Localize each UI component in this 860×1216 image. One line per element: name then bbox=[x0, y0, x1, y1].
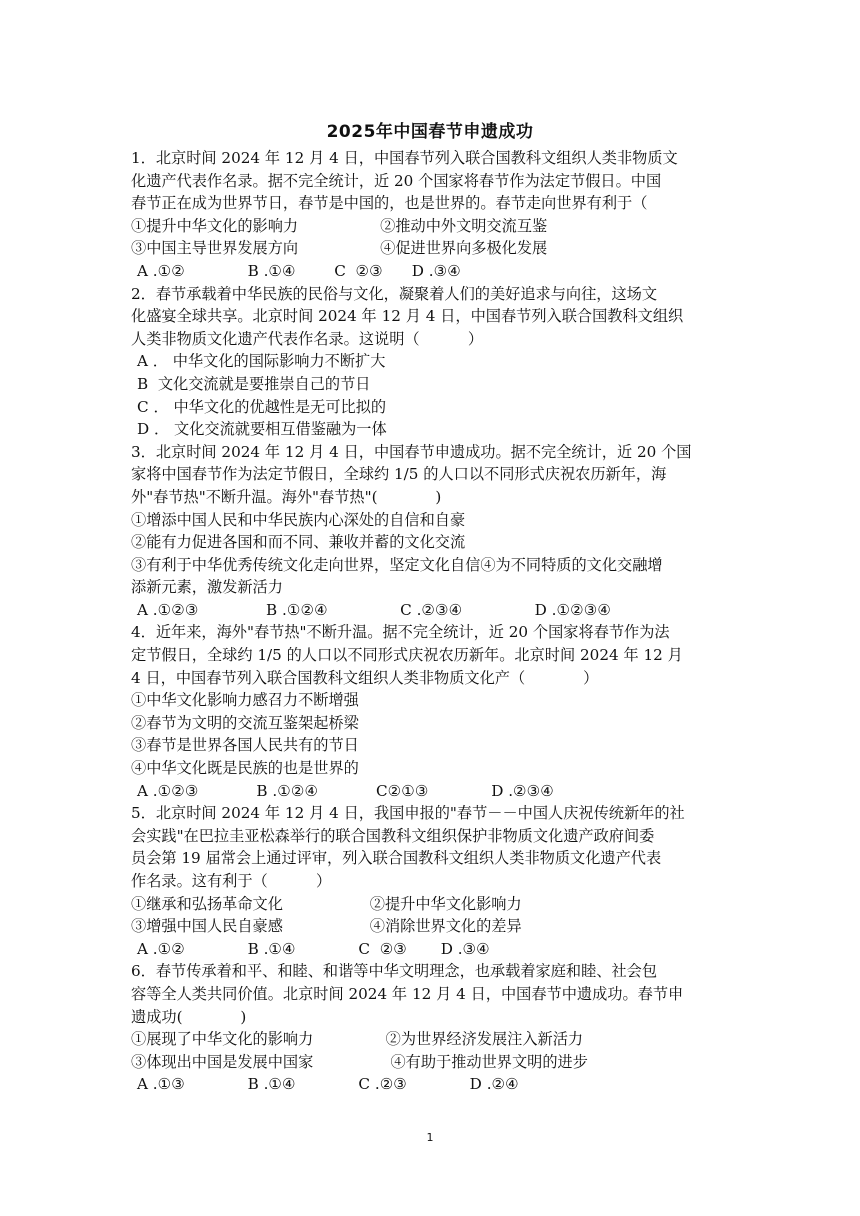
option-line: ①中华文化影响力感召力不断增强 bbox=[131, 691, 359, 710]
text-line: 春节正在成为世界节日，春节是中国的，也是世界的。春节走向世界有利于（ bbox=[131, 194, 648, 213]
text-line: 化遗产代表作名录。据不完全统计，近 20 个国家将春节作为法定节假日。中国 bbox=[131, 171, 662, 190]
text-line: 2．春节承载着中华民族的民俗与文化，凝聚着人们的美好追求与向往，这场文 bbox=[131, 284, 658, 303]
text-line: 6．春节传承着和平、和睦、和谐等中华文明理念，也承载着家庭和睦、社会包 bbox=[131, 962, 658, 981]
answer-choices: A .①③ B .①④ C .②③ D .②④ bbox=[137, 1075, 519, 1094]
page-number: 1 bbox=[426, 1131, 434, 1144]
text-line: 外"春节热"不断升温。海外"春节热"( ) bbox=[131, 487, 442, 506]
option-line: D ． 文化交流就要相互借鉴融为一体 bbox=[137, 420, 387, 439]
text-line: 遗成功( ) bbox=[131, 1007, 247, 1026]
option-line: ④中华文化既是民族的也是世界的 bbox=[131, 759, 359, 778]
text-line: 人类非物质文化遗产代表作名录。这说明（ ） bbox=[131, 329, 484, 348]
option-line: ③体现出中国是发展中国家 ④有助于推动世界文明的进步 bbox=[131, 1052, 588, 1071]
text-line: 家将中国春节作为法定节假日，全球约 1/5 的人口以不同形式庆祝农历新年，海 bbox=[131, 465, 667, 484]
answer-choices: A .①②③ B .①②④ C②①③ D .②③④ bbox=[137, 781, 554, 800]
option-line: ①增添中国人民和中华民族内心深处的自信和自豪 bbox=[131, 510, 466, 529]
text-line: 3．北京时间 2024 年 12 月 4 日，中国春节申遗成功。据不完全统计，近 20 个国 bbox=[131, 442, 692, 461]
option-line: ③春节是世界各国人民共有的节日 bbox=[131, 736, 359, 755]
option-line: B 文化交流就是要推崇自己的节日 bbox=[137, 374, 371, 393]
text-line: 化盛宴全球共享。北京时间 2024 年 12 月 4 日，中国春节列入联合国教科文组织 bbox=[131, 307, 684, 326]
text-line: 4 日，中国春节列入联合国教科文组织人类非物质文化产（ ） bbox=[131, 668, 599, 687]
option-line: 添新元素，激发新活力 bbox=[131, 578, 283, 597]
option-line: ①展现了中华文化的影响力 ②为世界经济发展注入新活力 bbox=[131, 1030, 584, 1049]
text-line: 定节假日，全球约 1/5 的人口以不同形式庆祝农历新年。北京时间 2024 年 12 月 bbox=[131, 646, 683, 665]
question-body bbox=[131, 147, 731, 1096]
text-line: 作名录。这有利于（ ） bbox=[131, 872, 332, 890]
text-line: 容等全人类共同价值。北京时间 2024 年 12 月 4 日，中国春节中遗成功。春节申 bbox=[131, 984, 684, 1003]
document-title: 2025年中国春节申遗成功 bbox=[326, 122, 534, 142]
answer-choices: A .①② B .①④ C ②③ D .③④ bbox=[137, 939, 490, 958]
option-line: ①提升中华文化的影响力 ②推动中外文明交流互鉴 bbox=[131, 216, 548, 235]
text-line: 5．北京时间 2024 年 12 月 4 日，我国申报的"春节－－中国人庆祝传统新年的社 bbox=[131, 804, 685, 823]
option-line: ③增强中国人民自豪感 ④消除世界文化的差异 bbox=[131, 917, 522, 936]
option-line: ②能有力促进各国和而不同、兼收并蓄的文化交流 bbox=[131, 533, 466, 552]
option-line: ③有利于中华优秀传统文化走向世界，坚定文化自信④为不同特质的文化交融增 bbox=[131, 555, 663, 574]
option-line: ①继承和弘扬革命文化 ②提升中华文化影响力 bbox=[131, 894, 522, 913]
answer-choices: A .①②③ B .①②④ C .②③④ D .①②③④ bbox=[137, 600, 611, 619]
text-line: 4．近年来，海外"春节热"不断升温。据不完全统计，近 20 个国家将春节作为法 bbox=[131, 623, 670, 642]
text-line: 员会第 19 届常会上通过评审，列入联合国教科文组织人类非物质文化遗产代表 bbox=[131, 849, 662, 868]
text-line: 会实践"在巴拉圭亚松森举行的联合国教科文组织保护非物质文化遗产政府间委 bbox=[131, 826, 655, 845]
text-line: 1．北京时间 2024 年 12 月 4 日，中国春节列入联合国教科文组织人类非物质文 bbox=[131, 149, 678, 167]
option-line: ②春节为文明的交流互鉴架起桥梁 bbox=[131, 713, 359, 732]
option-line: A ． 中华文化的国际影响力不断扩大 bbox=[137, 352, 386, 371]
answer-choices: A .①② B .①④ C ②③ D .③④ bbox=[137, 261, 461, 280]
option-line: C ． 中华文化的优越性是无可比拟的 bbox=[137, 397, 387, 416]
option-line: ③中国主导世界发展方向 ④促进世界向多极化发展 bbox=[131, 239, 548, 258]
